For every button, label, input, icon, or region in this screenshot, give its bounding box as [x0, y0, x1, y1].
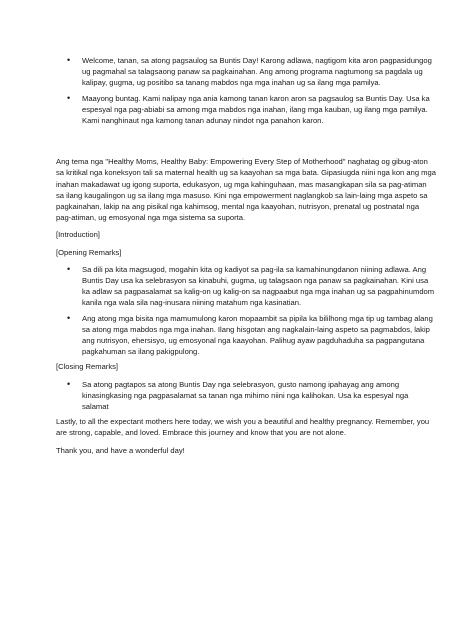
opening-bullet-list [64, 264, 436, 358]
body-block [56, 156, 436, 258]
list-item: • Maayong buntag. Kami nalipay nga ania kamong tanan karon aron sa pagsaulog sa Buntis Day. Usa ka espesyal nga pag-abiabi sa among mga mabdos nga inahan, ilang mga kauban, ug ilang mga pamilya. Kami nanghinaut nga kamong tanan adunay nindot nga panahon karon. [64, 93, 436, 127]
thanks-paragraph: Thank you, and have a wonderful day! [56, 445, 185, 455]
opening-remarks-label: [Opening Remarks] [56, 247, 122, 257]
final-block [56, 416, 436, 456]
spacer [64, 130, 436, 156]
closing-label-block [56, 361, 436, 372]
closing-bullet-list [64, 379, 436, 413]
closing-remarks-label: [Closing Remarks] [56, 362, 119, 372]
theme-paragraph: Ang tema nga "Healthy Moms, Healthy Baby: Empowering Every Step of Motherhood" naghatag og gibug-aton sa kritikal nga koneksyon tali sa maternal health ug sa kaayohan sa mga bata. Gipasiugda niini nga kon ang mga inahan makadawat ug igong suporta, edukasyon, ug mga kahinguhaan, mas masangkapan sila sa pag-atiman sa ilang kaugalingon ug sa ilang mga masuso. Kini nga empowerment naglangkob sa lain-laing mga aspeto sa pagkainahan, lakip na ang pisikal nga kahimsog, mental nga kaayohan, nutrisyon, prenatal ug postnatal nga pag-atiman, ug emosyonal nga mga sistema sa suporta. [56, 157, 436, 223]
introduction-label: [Introduction] [56, 230, 100, 240]
list-item: • Sa atong pagtapos sa atong Buntis Day nga selebrasyon, gusto namong ipahayag ang among kinasingkasing nga pagpasalamat sa tanan nga mihimo niini nga kalihokan. Usa ka espesyal nga salamat [64, 379, 436, 413]
intro-bullet-list [64, 55, 436, 126]
lastly-paragraph: Lastly, to all the expectant mothers here today, we wish you a beautiful and healthy pregnancy. Remember, you are strong, capable, and loved. Embrace this journey and know that you are not alone. [56, 417, 430, 438]
list-item: • Ang atong mga bisita nga mamumulong karon mopaambit sa pipila ka bililhong mga tip ug tambag alang sa atong mga mabdos nga mga inahan. Ilang hisgotan ang nagkalain-laing aspeto sa pagmabdos, lakip ang nutrisyon, ehersisyo, ug emosyonal nga kaayohan. Palihug ayaw pagduhaduha sa pagpangutana pagkahuman sa ilang pakigpulong. [64, 313, 436, 358]
list-item: • Sa dili pa kita magsugod, mogahin kita og kadiyot sa pag-ila sa kamahinungdanon niining adlawa. Ang Buntis Day usa ka selebrasyon sa kinabuhi, gugma, ug talagsaon nga panaw sa pagkainahan. Kini usa ka adlaw sa pagpasalamat sa kalig-on ug kalig-on sa nagpaabut nga mga inahan ug sa pagpahinumdom kanila nga wala sila nag-inusara niining matahum nga kasinatian. [64, 264, 436, 309]
list-item: • Welcome, tanan, sa atong pagsaulog sa Buntis Day! Karong adlawa, nagtigom kita aron pagpasidungog ug pagmahal sa talagsaong panaw sa pagkainahan. Ang among programa nagtumong sa pagdala ug kalipay, gugma, ug positibo sa tanang mabdos nga mga inahan ug sa ilang mga pamilya. [64, 55, 436, 89]
